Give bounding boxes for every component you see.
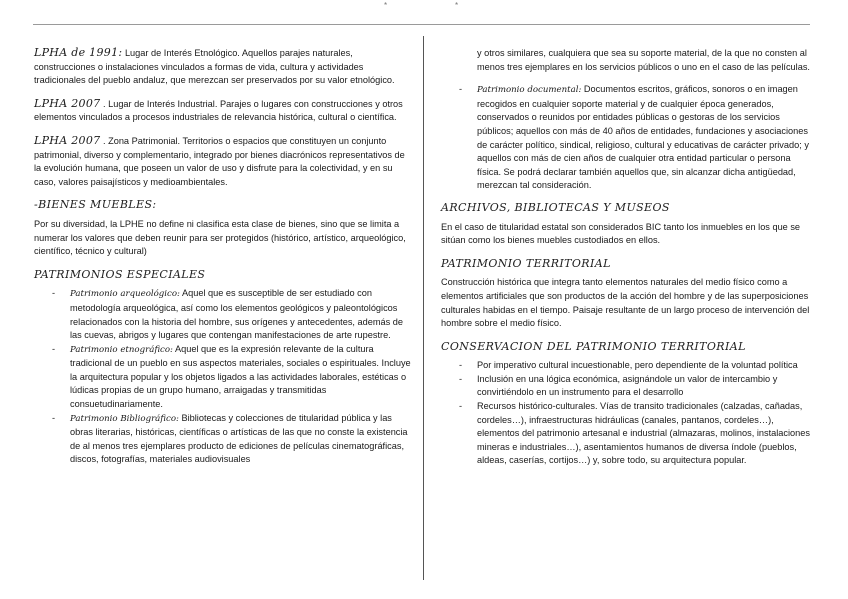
archivos-heading: ARCHIVOS, BIBLIOTECAS Y MUSEOS — [441, 200, 670, 214]
list-item-term: Patrimonio arqueológico: — [70, 289, 180, 300]
list-item-text: Documentos escritos, gráficos, sonoros o en imagen recogidos en cualquier soporte material y de cualquier época generados, conservados o reunidos por entidades públicas o gestoras de los servicios públicos; aquellos con más de 40 años de entidades, fundaciones y asociaciones de carácter político, sindical, religioso, cultural y educativas de carácter privado; y aquellos con más de cien años de cualquier otra entidad particular o persona física. Se podrá declarar también aquellos que, sin alcanzar dicha antigüedad, merezcan tal consideración. — [477, 84, 809, 191]
header-marks — [0, 2, 848, 12]
list-item-term: Patrimonio etnográfico: — [70, 344, 173, 355]
lpha-1991-paragraph — [34, 46, 412, 88]
list-item-text: Inclusión en una lógica económica, asignándole un valor de intercambio y convirtiéndolo en un instrumento para el desarrollo — [477, 373, 778, 398]
header-mark-right: * — [455, 1, 459, 10]
patrimonios-especiales-list — [34, 287, 412, 467]
list-item: - Patrimonio Bibliográfico: Bibliotecas y colecciones de titularidad pública y las obras literarias, históricas, científicas o artísticas de las que no conste la existencia de al menos tres ejemplares producto de ediciones de películas cinematográficas, discos, fotografías, materiales audiovisuales — [52, 412, 408, 465]
documental-list — [441, 83, 815, 193]
list-item-text: Aquel que es susceptible de ser estudiado con metodología arqueológica, así como los elementos geológicos y paleontológicos relacionados con la historia del hombre, sus orígenes y antecedentes, además de las cuevas, abrigos y lugares que contengan manifestaciones de arte rupestre. — [70, 288, 403, 341]
bibliografico-continuation: y otros similares, cualquiera que sea su soporte material, de la que no consten al menos tres ejemplares en los servicios públicos o uno en el caso de las películas. — [477, 48, 810, 72]
list-item: - Recursos histórico-culturales. Vías de transito tradicionales (calzadas, cañadas, cordeles…), infraestructuras hidráulicas (canales, pantanos, cordeles…), elementos del patrimonio artesanal e industrial (almazaras, molinos, instalaciones mineras e industriales…), asentamientos humanos de diversa índole (pueblos, aldeas, caserías, cortijos…) y, sobre todo, su arquitectura popular. — [459, 401, 810, 466]
header-mark-left: * — [384, 1, 388, 10]
lpha-2007-zona-paragraph — [34, 134, 412, 189]
list-item: - Patrimonio arqueológico: Aquel que es susceptible de ser estudiado con metodología arqueológica, así como los elementos geológicos y paleontológicos relacionados con la historia del hombre, sus orígenes y antecedentes, además de las cuevas, abrigos y lugares que contengan manifestaciones de arte rupestre. — [52, 288, 403, 341]
lpha-1991-lead: LPHA de 1991: — [34, 46, 123, 59]
left-column — [34, 46, 412, 475]
column-divider — [423, 36, 424, 580]
right-column — [441, 47, 815, 476]
lpha-2007-industrial-text: . Lugar de Interés Industrial. Parajes o lugares con construcciones y otros elementos vinculados a procesos industriales de relevancia histórica, cultural o científica. — [34, 98, 403, 123]
lpha-1991-text: Lugar de Interés Etnológico. Aquellos parajes naturales, construcciones o instalaciones vinculados a formas de vida, cultura y actividades tradicionales del pueblo andaluz, que merezcan ser preservados por su valor etnológico. — [34, 48, 395, 86]
list-item-text: Recursos histórico-culturales. Vías de transito tradicionales (calzadas, cañadas, cordeles…), infraestructuras hidráulicas (canales, pantanos, cordeles…), elementos del patrimonio artesanal e industrial (almazaras, molinos, instalaciones mineras e industriales…), asentamientos humanos de diversa índole (pueblos, aldeas, caserías, cortijos…) y, sobre todo, su arquitectura popular. — [477, 401, 810, 466]
territorial-heading: PATRIMONIO TERRITORIAL — [441, 256, 611, 270]
list-item-term: Patrimonio documental: — [477, 85, 582, 96]
list-item-text: Por imperativo cultural incuestionable, pero dependiente de la voluntad política — [477, 360, 798, 371]
bienes-muebles-heading: -BIENES MUEBLES: — [34, 198, 157, 212]
lpha-2007-industrial-paragraph — [34, 97, 412, 125]
bienes-muebles-text: Por su diversidad, la LPHE no define ni clasifica esta clase de bienes, sino que se limita a numerar los valores que deben reunir para ser protegidos (histórico, artístico, arqueológico, científico, técnico y cultural) — [34, 218, 406, 257]
list-item: - Por imperativo cultural incuestionable, pero dependiente de la voluntad política — [459, 360, 798, 371]
lpha-2007-zona-lead: LPHA 2007 — [34, 133, 101, 147]
conservacion-heading: CONSERVACION DEL PATRIMONIO TERRITORIAL — [441, 339, 746, 353]
list-item: - Patrimonio documental: Documentos escritos, gráficos, sonoros o en imagen recogidos en cualquier soporte material y de cualquier época generados, conservados o reunidos por entidades públicas o gestoras de los servicios públicos; aquellos con más de 40 años de entidades, fundaciones y asociaciones de carácter político, sindical, religioso, cultural y educativas de carácter privado; y aquellos con más de cien años de cualquier otra entidad particular o persona física. Se podrá declarar también aquellos que, sin alcanzar dicha antigüedad, merezcan tal consideración. — [459, 84, 809, 191]
territorial-text: Construcción histórica que integra tanto elementos naturales del medio físico como a elementos artificiales que son productos de la acción del hombre y de las superposiciones culturales habidas en el tiempo. Paisaje resultante de un largo proceso de intervención del hombre sobre el medio físico. — [441, 277, 810, 329]
list-item: - Inclusión en una lógica económica, asignándole un valor de intercambio y convirtiéndolo en un instrumento para el desarrollo — [459, 373, 778, 398]
lpha-2007-industrial-lead: LPHA 2007 — [34, 96, 101, 110]
patrimonios-especiales-heading: PATRIMONIOS ESPECIALES — [34, 267, 206, 281]
lpha-2007-zona-text: . Zona Patrimonial. Territorios o espacios que constituyen un conjunto patrimonial, diverso y complementario, integrado por bienes diacrónicos representativos de la evolución humana, que poseen un valor de uso y disfrute para la colectividad, y en su caso, valores paisajísticos y medioambientales. — [34, 135, 405, 187]
list-item-text: Aquel que es la expresión relevante de la cultura tradicional de un pueblo en sus aspectos materiales, sociales o espirituales. Incluye la arquitectura popular y los objetos ligados a las actividades laborales, estéticas o lúdicas propias de un grupo humano, arraigadas y transmitidas consuetudinariamente. — [70, 343, 411, 410]
list-item: - Patrimonio etnográfico: Aquel que es la expresión relevante de la cultura tradicional de un pueblo en sus aspectos materiales, sociales o espirituales. Incluye la arquitectura popular y los objetos ligados a las actividades laborales, estéticas o lúdicas propias de un grupo humano, arraigadas y transmitidas consuetudinariamente. — [52, 343, 411, 410]
archivos-text: En el caso de titularidad estatal son considerados BIC tanto los inmuebles en los que se sitúan como los bienes muebles custodiados en ellos. — [441, 221, 801, 246]
header-rule — [33, 24, 810, 25]
list-item-term: Patrimonio Bibliográfico: — [70, 413, 179, 424]
conservacion-list — [441, 359, 815, 468]
list-item-text: Bibliotecas y colecciones de titularidad pública y las obras literarias, históricas, científicas o artísticas de las que no conste la existencia de al menos tres ejemplares producto de ediciones de películas cinematográficas, discos, fotografías, materiales audiovisuales — [70, 412, 408, 465]
